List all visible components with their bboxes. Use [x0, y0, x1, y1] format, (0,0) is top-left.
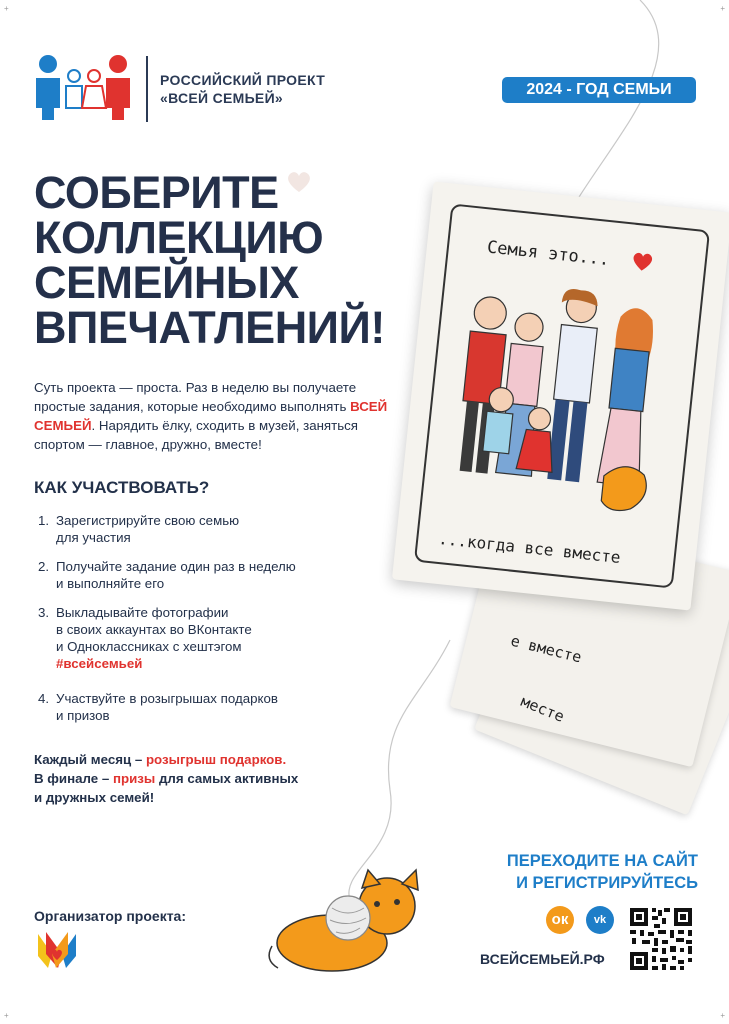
card-title: Семья это...	[486, 237, 611, 271]
step-number: 2.	[38, 559, 50, 574]
family-illustration-icon	[429, 269, 693, 538]
cat-illustration-icon	[262, 868, 432, 978]
step-line: Получайте задание один раз в неделю	[56, 559, 296, 574]
step-number: 4.	[38, 691, 50, 706]
crop-mark: +	[4, 1011, 9, 1020]
closing-highlight: розыгрыш подарков.	[145, 752, 287, 767]
step-line: и призов	[56, 708, 110, 723]
intro-text-2: . Нарядить ёлку, сходить в музей, заняться спортом — главное, дружно, вместе!	[34, 418, 358, 452]
step-line: Выкладывайте фотографии	[56, 605, 229, 620]
year-badge: 2024 - ГОД СЕМЬИ	[502, 77, 696, 103]
step-line: в своих аккаунтах во ВКонтакте	[56, 622, 252, 637]
family-card	[392, 181, 729, 610]
step-item	[38, 512, 358, 546]
intro-text-1: Суть проекта — проста. Раз в неделю вы получаете простые задания, которые необходимо выполнять	[34, 380, 357, 414]
closing-text: для самых активных	[155, 771, 299, 786]
organizer-label: Организатор проекта:	[34, 908, 187, 924]
step-item	[38, 604, 358, 672]
family-logo-icon	[30, 52, 136, 122]
step-line: и Одноклассниках с хештэгом	[56, 639, 242, 654]
closing-text: и дружных семей!	[34, 790, 155, 805]
cta-line-2: И РЕГИСТРИРУЙТЕСЬ	[516, 874, 698, 892]
step-line: Зарегистрируйте свою семью	[56, 513, 240, 528]
headline-line-1: СОБЕРИТЕ	[34, 167, 279, 218]
headline-line-4: ВПЕЧАТЛЕНИЙ!	[34, 302, 385, 353]
hands-logo-icon	[34, 930, 80, 970]
step-line: и выполняйте его	[56, 576, 165, 591]
step-line: для участия	[56, 530, 131, 545]
crop-mark: +	[4, 4, 9, 13]
closing-text: Каждый месяц –	[34, 752, 146, 767]
closing-text: В финале –	[34, 771, 113, 786]
card-back-text: месте	[518, 692, 567, 726]
cta-line-1: ПЕРЕХОДИТЕ НА САЙТ	[506, 852, 698, 870]
card-back-text: е вместе	[508, 631, 584, 667]
cta-block	[468, 850, 698, 894]
intro-paragraph	[34, 378, 394, 454]
intro-highlight: ВСЕЙ СЕМЬЕЙ	[34, 399, 388, 433]
step-number: 3.	[38, 605, 50, 620]
step-number: 1.	[38, 513, 50, 528]
heart-icon	[286, 170, 312, 194]
how-to-participate-title: КАК УЧАСТВОВАТЬ?	[34, 478, 210, 497]
vk-icon[interactable]: vk	[586, 906, 614, 934]
heart-icon	[630, 251, 654, 273]
project-name-line1: РОССИЙСКИЙ ПРОЕКТ	[160, 72, 326, 88]
project-name-line2: «ВСЕЙ СЕМЬЕЙ»	[160, 90, 284, 106]
card-caption: ...когда все вместе	[437, 528, 622, 567]
headline-line-2: КОЛЛЕКЦИЮ	[34, 212, 324, 263]
crop-mark: +	[720, 1011, 725, 1020]
step-item	[38, 690, 358, 724]
crop-mark: +	[720, 4, 725, 13]
hashtag: #всейсемьей	[56, 656, 143, 671]
step-item	[38, 558, 358, 592]
closing-paragraph	[34, 750, 364, 807]
closing-highlight: призы	[112, 771, 156, 786]
step-line: Участвуйте в розыгрышах подарков	[56, 691, 278, 706]
qr-code-icon[interactable]	[628, 906, 694, 972]
header-divider	[146, 56, 148, 122]
website-link[interactable]: ВСЕЙСЕМЬЕЙ.РФ	[480, 951, 605, 967]
odnoklassniki-icon[interactable]: ок	[546, 906, 574, 934]
headline-line-3: СЕМЕЙНЫХ	[34, 257, 299, 308]
